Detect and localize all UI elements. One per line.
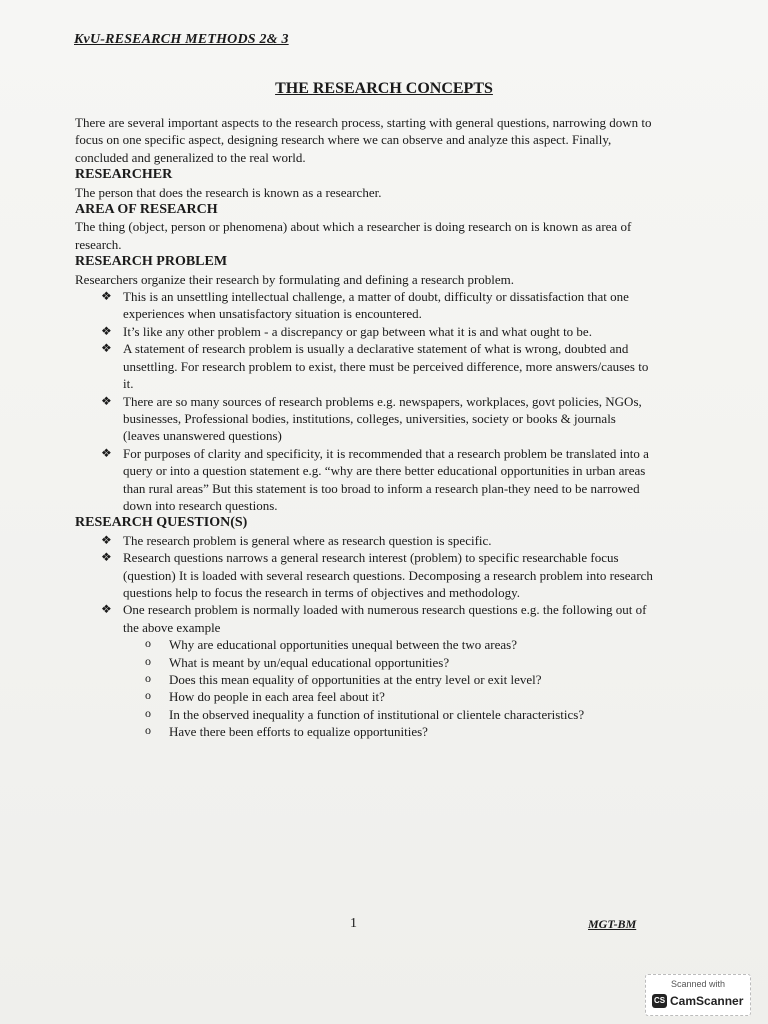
research-problem-text: Researchers organize their research by formulating and defining a research problem.: [75, 271, 515, 287]
example-questions-list: [123, 636, 655, 740]
list-item: ❖ It’s like any other problem - a discrepancy or gap between what it is and what ought to be.: [123, 323, 655, 340]
sub-list-item: o Does this mean equality of opportunities at the entry level or exit level?: [169, 671, 655, 688]
heading-area-of-research: AREA OF RESEARCH: [75, 202, 218, 218]
heading-researcher: RESEARCHER: [75, 167, 173, 183]
camscanner-stamp: [645, 974, 751, 1016]
camscanner-logo-icon: CS: [652, 994, 667, 1008]
document-body: [75, 114, 655, 741]
research-questions-bullets: [75, 532, 655, 741]
area-of-research-text: The thing (object, person or phenomena) about which a researcher is doing research on is known as area of research.: [75, 219, 632, 252]
researcher-text: The person that does the research is known as a researcher.: [75, 184, 382, 200]
heading-research-questions: RESEARCH QUESTION(S): [75, 515, 248, 531]
intro-paragraph: There are several important aspects to the research process, starting with general questions, narrowing down to focus on one specific aspect, designing research where we can observe and analyze this aspect. Finally, concluded and generalized to the real world.: [75, 115, 652, 165]
sub-list-item: o Have there been efforts to equalize opportunities?: [169, 723, 655, 740]
stamp-brand: CamScanner: [670, 994, 744, 1008]
sub-list-item: o What is meant by un/equal educational opportunities?: [169, 654, 655, 671]
footer-code: MGT-BM: [588, 917, 637, 931]
sub-list-item: o How do people in each area feel about it?: [169, 688, 655, 705]
research-problem-bullets: [75, 288, 655, 514]
list-item: ❖ A statement of research problem is usually a declarative statement of what is wrong, doubted and unsettling. For research problem to exist, there must be perceived difference, more answers/causes to it.: [123, 340, 655, 392]
page-number: 1: [350, 916, 357, 931]
list-item: [123, 601, 655, 740]
list-item: ❖ For purposes of clarity and specificity, it is recommended that a research problem be translated into a query or into a question statement e.g. “why are there better educational opportunities in urban areas than rural areas” But this statement is too broad to inform a research plan-they need to be narrowed down into research questions.: [123, 445, 655, 515]
heading-research-problem: RESEARCH PROBLEM: [75, 254, 228, 270]
sub-list-item: o In the observed inequality a function of institutional or clientele characteristics?: [169, 706, 655, 723]
sub-list-item: o Why are educational opportunities unequal between the two areas?: [169, 636, 655, 653]
stamp-caption: Scanned with: [670, 979, 726, 989]
list-item: ❖ The research problem is general where as research question is specific.: [123, 532, 655, 549]
list-item: ❖ There are so many sources of research problems e.g. newspapers, workplaces, govt policies, NGOs, businesses, Professional bodies, institutions, colleges, universities, society or books & journals (leaves unanswered questions): [123, 393, 655, 445]
list-item: ❖ Research questions narrows a general research interest (problem) to specific researchable focus (question) It is loaded with several research questions. Decomposing a research problem into research questions help to focus the research in terms of objectives and methodology.: [123, 549, 655, 601]
list-item-text: One research problem is normally loaded with numerous research questions e.g. the following out of the above example: [123, 602, 647, 635]
course-header: KvU-RESEARCH METHODS 2& 3: [74, 32, 289, 47]
page-title: THE RESEARCH CONCEPTS: [275, 80, 493, 97]
list-item: ❖ This is an unsettling intellectual challenge, a matter of doubt, difficulty or dissatisfaction that one experiences when unsatisfactory situation is encountered.: [123, 288, 655, 323]
